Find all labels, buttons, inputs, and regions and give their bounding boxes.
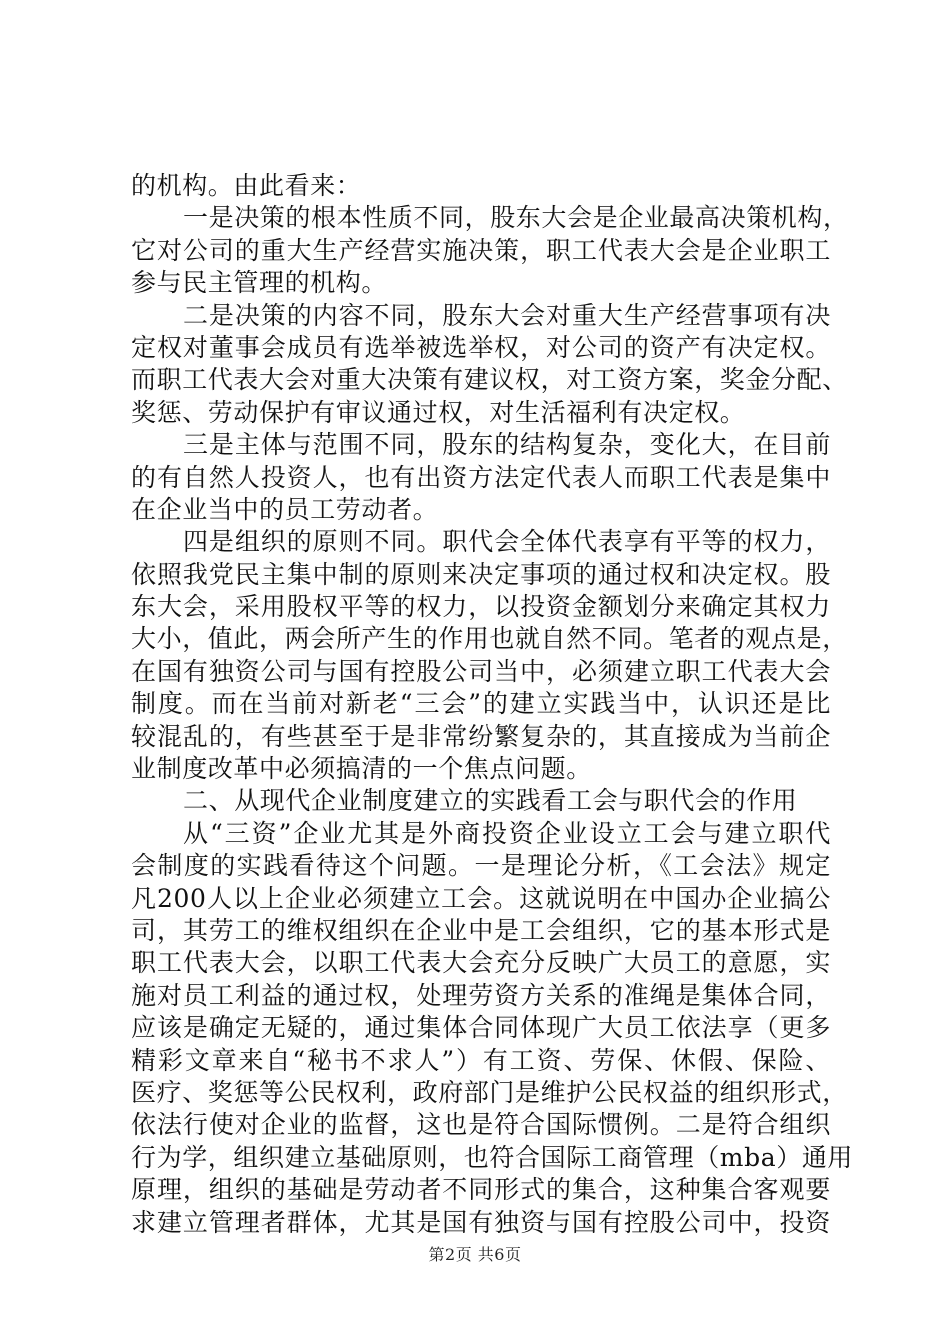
text-line: 制度。而在当前对新老“三会”的建立实践当中，认识还是比 bbox=[131, 689, 831, 719]
text-line: 依照我党民主集中制的原则来决定事项的通过权和决定权。股 bbox=[131, 559, 831, 589]
text-line: 原理，组织的基础是劳动者不同形式的集合，这种集合客观要 bbox=[131, 1175, 831, 1205]
text-line: 施对员工利益的通过权，处理劳资方关系的准绳是集体合同， bbox=[131, 980, 831, 1010]
text-line: 它对公司的重大生产经营实施决策，职工代表大会是企业职工 bbox=[131, 235, 831, 265]
text-line: 一是决策的根本性质不同，股东大会是企业最高决策机构， bbox=[183, 203, 849, 233]
text-line: 参与民主管理的机构。 bbox=[131, 268, 388, 298]
text-line: 二是决策的内容不同，股东大会对重大生产经营事项有决 bbox=[183, 300, 831, 330]
text-line: 精彩文章来自“秘书不求人”）有工资、劳保、休假、保险、 bbox=[131, 1045, 831, 1075]
text-line: 定权对董事会成员有选举被选举权，对公司的资产有决定权。 bbox=[131, 332, 831, 362]
text-line: 三是主体与范围不同，股东的结构复杂，变化大，在目前 bbox=[183, 430, 831, 460]
text-line: 职工代表大会，以职工代表大会充分反映广大员工的意愿，实 bbox=[131, 948, 831, 978]
text-line: 依法行使对企业的监督，这也是符合国际惯例。二是符合组织 bbox=[131, 1110, 831, 1140]
text-line: 求建立管理者群体，尤其是国有独资与国有控股公司中，投资 bbox=[131, 1207, 831, 1237]
text-line: 在企业当中的员工劳动者。 bbox=[131, 494, 439, 524]
text-line: 奖惩、劳动保护有审议通过权，对生活福利有决定权。 bbox=[131, 397, 746, 427]
document-body bbox=[131, 170, 854, 1239]
text-line: 二、从现代企业制度建立的实践看工会与职代会的作用 bbox=[183, 786, 798, 816]
text-line: 应该是确定无疑的，通过集体合同体现广大员工依法享（更多 bbox=[131, 1013, 831, 1043]
text-line: 从“三资”企业尤其是外商投资企业设立工会与建立职代 bbox=[183, 818, 831, 848]
text-line: 大小，值此，两会所产生的作用也就自然不同。笔者的观点是， bbox=[131, 624, 848, 654]
text-line: 较混乱的，有些甚至于是非常纷繁复杂的，其直接成为当前企 bbox=[131, 721, 831, 751]
text-line: 东大会，采用股权平等的权力，以投资金额划分来确定其权力 bbox=[131, 592, 831, 622]
text-line: 医疗、奖惩等公民权利，政府部门是维护公民权益的组织形式， bbox=[131, 1077, 848, 1107]
text-line: 而职工代表大会对重大决策有建议权，对工资方案，奖金分配、 bbox=[131, 365, 848, 395]
text-line: 行为学，组织建立基础原则，也符合国际工商管理（mba）通用 bbox=[131, 1142, 854, 1172]
page-footer: 第2页 共6页 bbox=[428, 1245, 522, 1264]
text-line: 凡200人以上企业必须建立工会。这就说明在中国办企业搞公 bbox=[131, 883, 831, 913]
text-line: 会制度的实践看待这个问题。一是理论分析，《工会法》规定 bbox=[131, 851, 831, 881]
text-line: 在国有独资公司与国有控股公司当中，必须建立职工代表大会 bbox=[131, 656, 831, 686]
text-line: 业制度改革中必须搞清的一个焦点问题。 bbox=[131, 754, 592, 784]
text-line: 四是组织的原则不同。职代会全体代表享有平等的权力， bbox=[183, 527, 831, 557]
text-line: 的机构。由此看来： bbox=[131, 171, 362, 200]
text-line: 的有自然人投资人，也有出资方法定代表人而职工代表是集中 bbox=[131, 462, 831, 492]
text-line: 司，其劳工的维权组织在企业中是工会组织，它的基本形式是 bbox=[131, 915, 831, 945]
